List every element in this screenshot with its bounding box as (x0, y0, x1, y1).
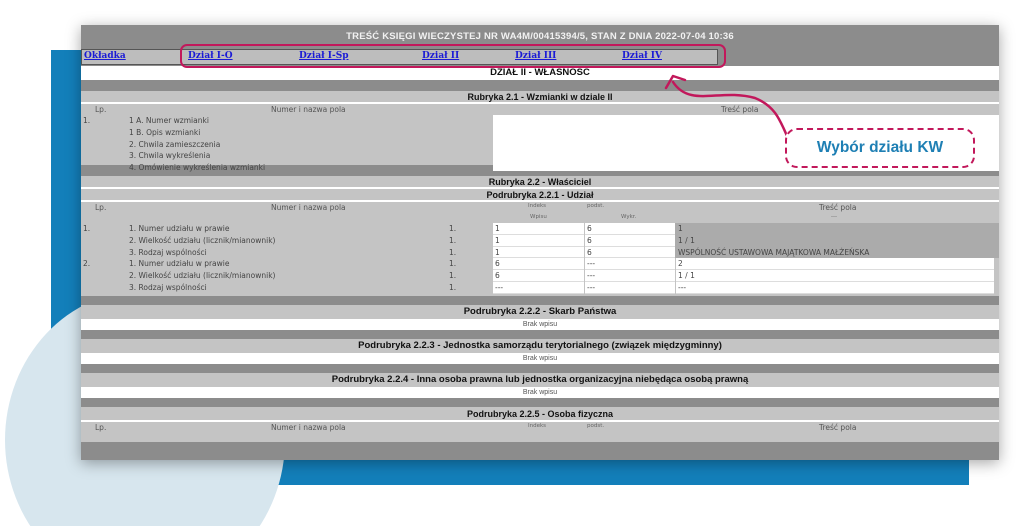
wykr-value: 6 (587, 224, 592, 233)
wpisu-value: 6 (495, 259, 500, 269)
field-label: 2. Wielkość udziału (licznik/mianownik) (129, 235, 276, 245)
wpisu-value: 6 (495, 271, 500, 281)
content-value: 2 (678, 259, 683, 269)
col-header-content-sub: --- (831, 214, 837, 220)
sub-index: 1. (449, 259, 457, 269)
empty-entry: Brak wpisu (81, 353, 999, 364)
field-label: 1 A. Numer wzmianki (129, 116, 209, 125)
podrubryka-2-2-1-header: Podrubryka 2.2.1 - Udział (81, 189, 999, 202)
podrubryka-2-2-3-header: Podrubryka 2.2.3 - Jednostka samorządu terytorialnego (związek międzygminny) (81, 339, 999, 353)
wpisu-value: 1 (495, 235, 500, 245)
col-header-wpisu: Wpisu (530, 214, 547, 220)
wykr-value: --- (587, 271, 596, 281)
content-value: --- (678, 282, 687, 292)
nav-link-dzial-iv[interactable]: Dział IV (622, 51, 662, 61)
decorative-blue-edge (51, 50, 81, 178)
page-title: TREŚĆ KSIĘGI WIECZYSTEJ NR WA4M/00415394/5, STAN Z DNIA 2022-07-04 10:36 (346, 31, 734, 42)
col-header-name: Numer i nazwa pola (271, 105, 346, 114)
col-header-content: Treść pola (819, 423, 857, 432)
wpisu-value: --- (495, 282, 504, 292)
field-label: 3. Chwila wykreślenia (129, 151, 211, 161)
wykr-value: --- (587, 282, 596, 292)
table-row (81, 270, 999, 282)
nav-link-dzial-i-sp[interactable]: Dział I-Sp (299, 51, 349, 61)
table-row (81, 247, 999, 259)
nav-link-dzial-ii[interactable]: Dział II (422, 51, 460, 61)
col-header-lp: Lp. (95, 423, 107, 432)
wykr-value: 6 (587, 235, 592, 245)
sub-index: 1. (449, 282, 457, 292)
table-row (81, 282, 999, 294)
arrow-icon (660, 68, 800, 138)
wykr-value: 6 (587, 247, 592, 257)
sub-index: 1. (449, 247, 457, 257)
field-label: 1. Numer udziału w prawie (129, 259, 230, 269)
field-label: 1 B. Opis wzmianki (129, 127, 201, 137)
col-header-lp: Lp. (95, 203, 107, 212)
podrubryka-2-2-1-table (81, 202, 999, 296)
row-lp: 1. (83, 116, 91, 125)
section-nav (81, 49, 718, 65)
row-lp: 2. (83, 259, 91, 269)
col-header-podst: podst. (587, 203, 605, 209)
col-header-name: Numer i nazwa pola (271, 203, 346, 212)
podrubryka-2-2-5-header: Podrubryka 2.2.5 - Osoba fizyczna (81, 407, 999, 422)
field-label: 3. Rodzaj wspólności (129, 282, 207, 292)
field-label: 3. Rodzaj wspólności (129, 247, 207, 257)
wykr-value: --- (587, 259, 596, 269)
col-header-content: Treść pola (721, 105, 759, 114)
col-header-podst: podst. (587, 423, 605, 429)
podrubryka-2-2-2-header: Podrubryka 2.2.2 - Skarb Państwa (81, 305, 999, 319)
col-header-content: Treść pola (819, 203, 857, 212)
col-header-indeks: Indeks (528, 423, 547, 429)
table-row (81, 258, 999, 270)
section-heading: DZIAŁ II - WŁASNOŚĆ (81, 66, 999, 80)
empty-entry: Brak wpisu (81, 387, 999, 398)
sub-index: 1. (449, 224, 457, 233)
nav-link-dzial-i-o[interactable]: Dział I-O (188, 51, 233, 61)
content-value: WSPÓLNOŚĆ USTAWOWA MAJĄTKOWA MAŁŻEŃSKA (678, 247, 870, 257)
podrubryka-2-2-5-table (81, 422, 999, 442)
content-value: 1 (678, 224, 683, 233)
wpisu-value: 1 (495, 224, 500, 233)
table-row (81, 235, 999, 247)
col-header-wykr: Wykr. (621, 214, 637, 220)
content-value: 1 / 1 (678, 235, 695, 245)
rubryka-2-2-header: Rubryka 2.2 - Właściciel (81, 176, 999, 189)
rubryka-2-1-header: Rubryka 2.1 - Wzmianki w dziale II (81, 91, 999, 104)
col-header-lp: Lp. (95, 105, 107, 114)
callout-label: Wybór działu KW (785, 128, 975, 168)
content-value: 1 / 1 (678, 271, 695, 281)
col-header-indeks: Indeks (528, 203, 547, 209)
nav-link-okladka[interactable]: Okładka (84, 51, 126, 61)
nav-link-dzial-iii[interactable]: Dział III (515, 51, 557, 61)
field-label: 1. Numer udziału w prawie (129, 224, 230, 233)
row-lp: 1. (83, 224, 91, 233)
sub-index: 1. (449, 271, 457, 281)
field-label: 2. Chwila zamieszczenia (129, 139, 221, 149)
podrubryka-2-2-4-header: Podrubryka 2.2.4 - Inna osoba prawna lub jednostka organizacyjna niebędąca osobą prawną (81, 373, 999, 387)
field-label: 2. Wielkość udziału (licznik/mianownik) (129, 271, 276, 281)
col-header-name: Numer i nazwa pola (271, 423, 346, 432)
land-register-page (81, 25, 999, 460)
table-row (81, 223, 999, 235)
sub-index: 1. (449, 235, 457, 245)
wpisu-value: 1 (495, 247, 500, 257)
empty-entry: Brak wpisu (81, 319, 999, 330)
field-label: 4. Omówienie wykreślenia wzmianki (129, 163, 266, 173)
